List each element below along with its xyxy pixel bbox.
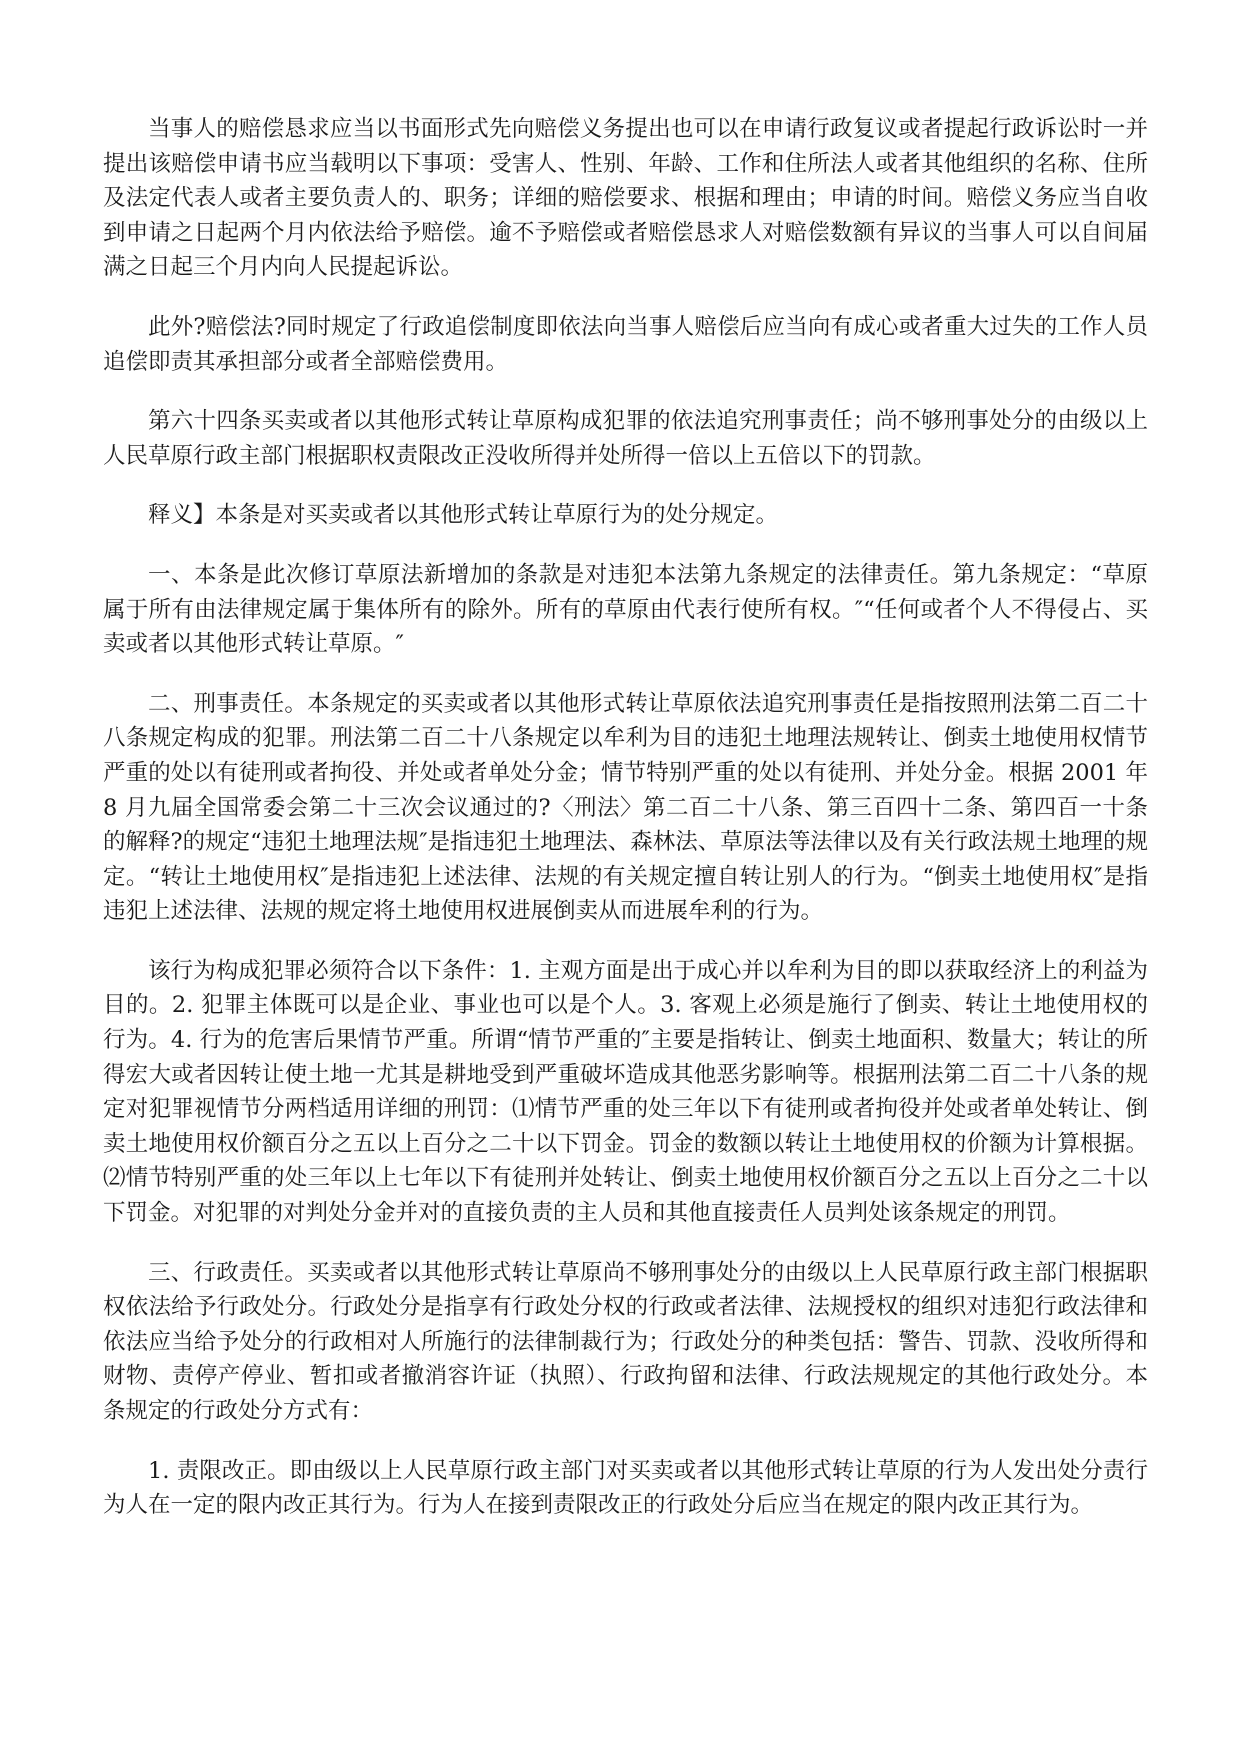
paragraph-compensation-request: 当事人的赔偿恳求应当以书面形式先向赔偿义务提出也可以在申请行政复议或者提起行政诉讼时一并提出该赔偿申请书应当载明以下事项：受害人、性别、年龄、工作和住所法人或者其他组织的名称、住所及法定代表人或者主要负责人的、职务；详细的赔偿要求、根据和理由；申请的时间。赔偿义务应当自收到申请之日起两个月内依法给予赔偿。逾不予赔偿或者赔偿恳求人对赔偿数额有异议的当事人可以自间届满之日起三个月内向人民提起诉讼。: [103, 116, 1148, 281]
document-page: [103, 112, 1148, 1548]
paragraph-section-one: 一、本条是此次修订草原法新增加的条款是对违犯本法第九条规定的法律责任。第九条规定：“草原属于所有由法律规定属于集体所有的除外。所有的草原由代表行使所有权。″“任何或者个人不得侵占、买卖或者以其他形式转让草原。″: [103, 561, 1148, 658]
paragraph-section-three-administrative: 三、行政责任。买卖或者以其他形式转让草原尚不够刑事处分的由级以上人民草原行政主部门根据职权依法给予行政处分。行政处分是指享有行政处分权的行政或者法律、法规授权的组织对违犯行政法律和依法应当给予处分的行政相对人所施行的法律制裁行为；行政处分的种类包括：警告、罚款、没收所得和财物、责停产停业、暂扣或者撤消容许证（执照）、行政拘留和法律、行政法规规定的其他行政处分。本条规定的行政处分方式有：: [103, 1259, 1148, 1424]
paragraph-crime-conditions: 该行为构成犯罪必须符合以下条件：1. 主观方面是出于成心并以牟利为目的即以获取经济上的利益为目的。2. 犯罪主体既可以是企业、事业也可以是个人。3. 客观上必须是施行了倒卖、转让土地使用权的行为。4. 行为的危害后果情节严重。所谓“情节严重的″主要是指转让、倒卖土地面积、数量大；转让的所得宏大或者因转让使土地一尤其是耕地受到严重破坏造成其他恶劣影响等。根据刑法第二百二十八条的规定对犯罪视情节分两档适用详细的刑罚：⑴情节严重的处三年以下有徒刑或者拘役并处或者单处转让、倒卖土地使用权价额百分之五以上百分之二十以下罚金。罚金的数额以转让土地使用权的价额为计算根据。⑵情节特别严重的处三年以上七年以下有徒刑并处转让、倒卖土地使用权价额百分之五以上百分之二十以下罚金。对犯罪的对判处分金并对的直接负责的主人员和其他直接责任人员判处该条规定的刑罚。: [103, 957, 1148, 1227]
paragraph-section-two-criminal: 二、刑事责任。本条规定的买卖或者以其他形式转让草原依法追究刑事责任是指按照刑法第二百二十八条规定构成的犯罪。刑法第二百二十八条规定以牟利为目的违犯土地理法规转让、倒卖土地使用权情节严重的处以有徒刑或者拘役、并处或者单处分金；情节特别严重的处以有徒刑、并处分金。根据 2001 年 8 月九届全国常委会第二十三次会议通过的?〈刑法〉第二百二十八条、第三百四十二条、第四百一十条的解释?的规定“违犯土地理法规″是指违犯土地理法、森林法、草原法等法律以及有关行政法规土地理的规定。“转让土地使用权″是指违犯上述法律、法规的有关规定擅自转让别人的行为。“倒卖土地使用权″是指违犯上述法律、法规的规定将土地使用权进展倒卖从而进展牟利的行为。: [103, 690, 1148, 925]
paragraph-interpretation-heading: 释义】本条是对买卖或者以其他形式转让草原行为的处分规定。: [148, 502, 779, 529]
paragraph-article-64: 第六十四条买卖或者以其他形式转让草原构成犯罪的依法追究刑事责任；尚不够刑事处分的由级以上人民草原行政主部门根据职权责限改正没收所得并处所得一倍以上五倍以下的罚款。: [103, 408, 1148, 469]
paragraph-administrative-recovery: 此外?赔偿法?同时规定了行政追偿制度即依法向当事人赔偿后应当向有成心或者重大过失的工作人员追偿即责其承担部分或者全部赔偿费用。: [103, 313, 1148, 375]
paragraph-order-to-correct: 1. 责限改正。即由级以上人民草原行政主部门对买卖或者以其他形式转让草原的行为人发出处分责行为人在一定的限内改正其行为。行为人在接到责限改正的行政处分后应当在规定的限内改正其行为。: [103, 1457, 1148, 1519]
